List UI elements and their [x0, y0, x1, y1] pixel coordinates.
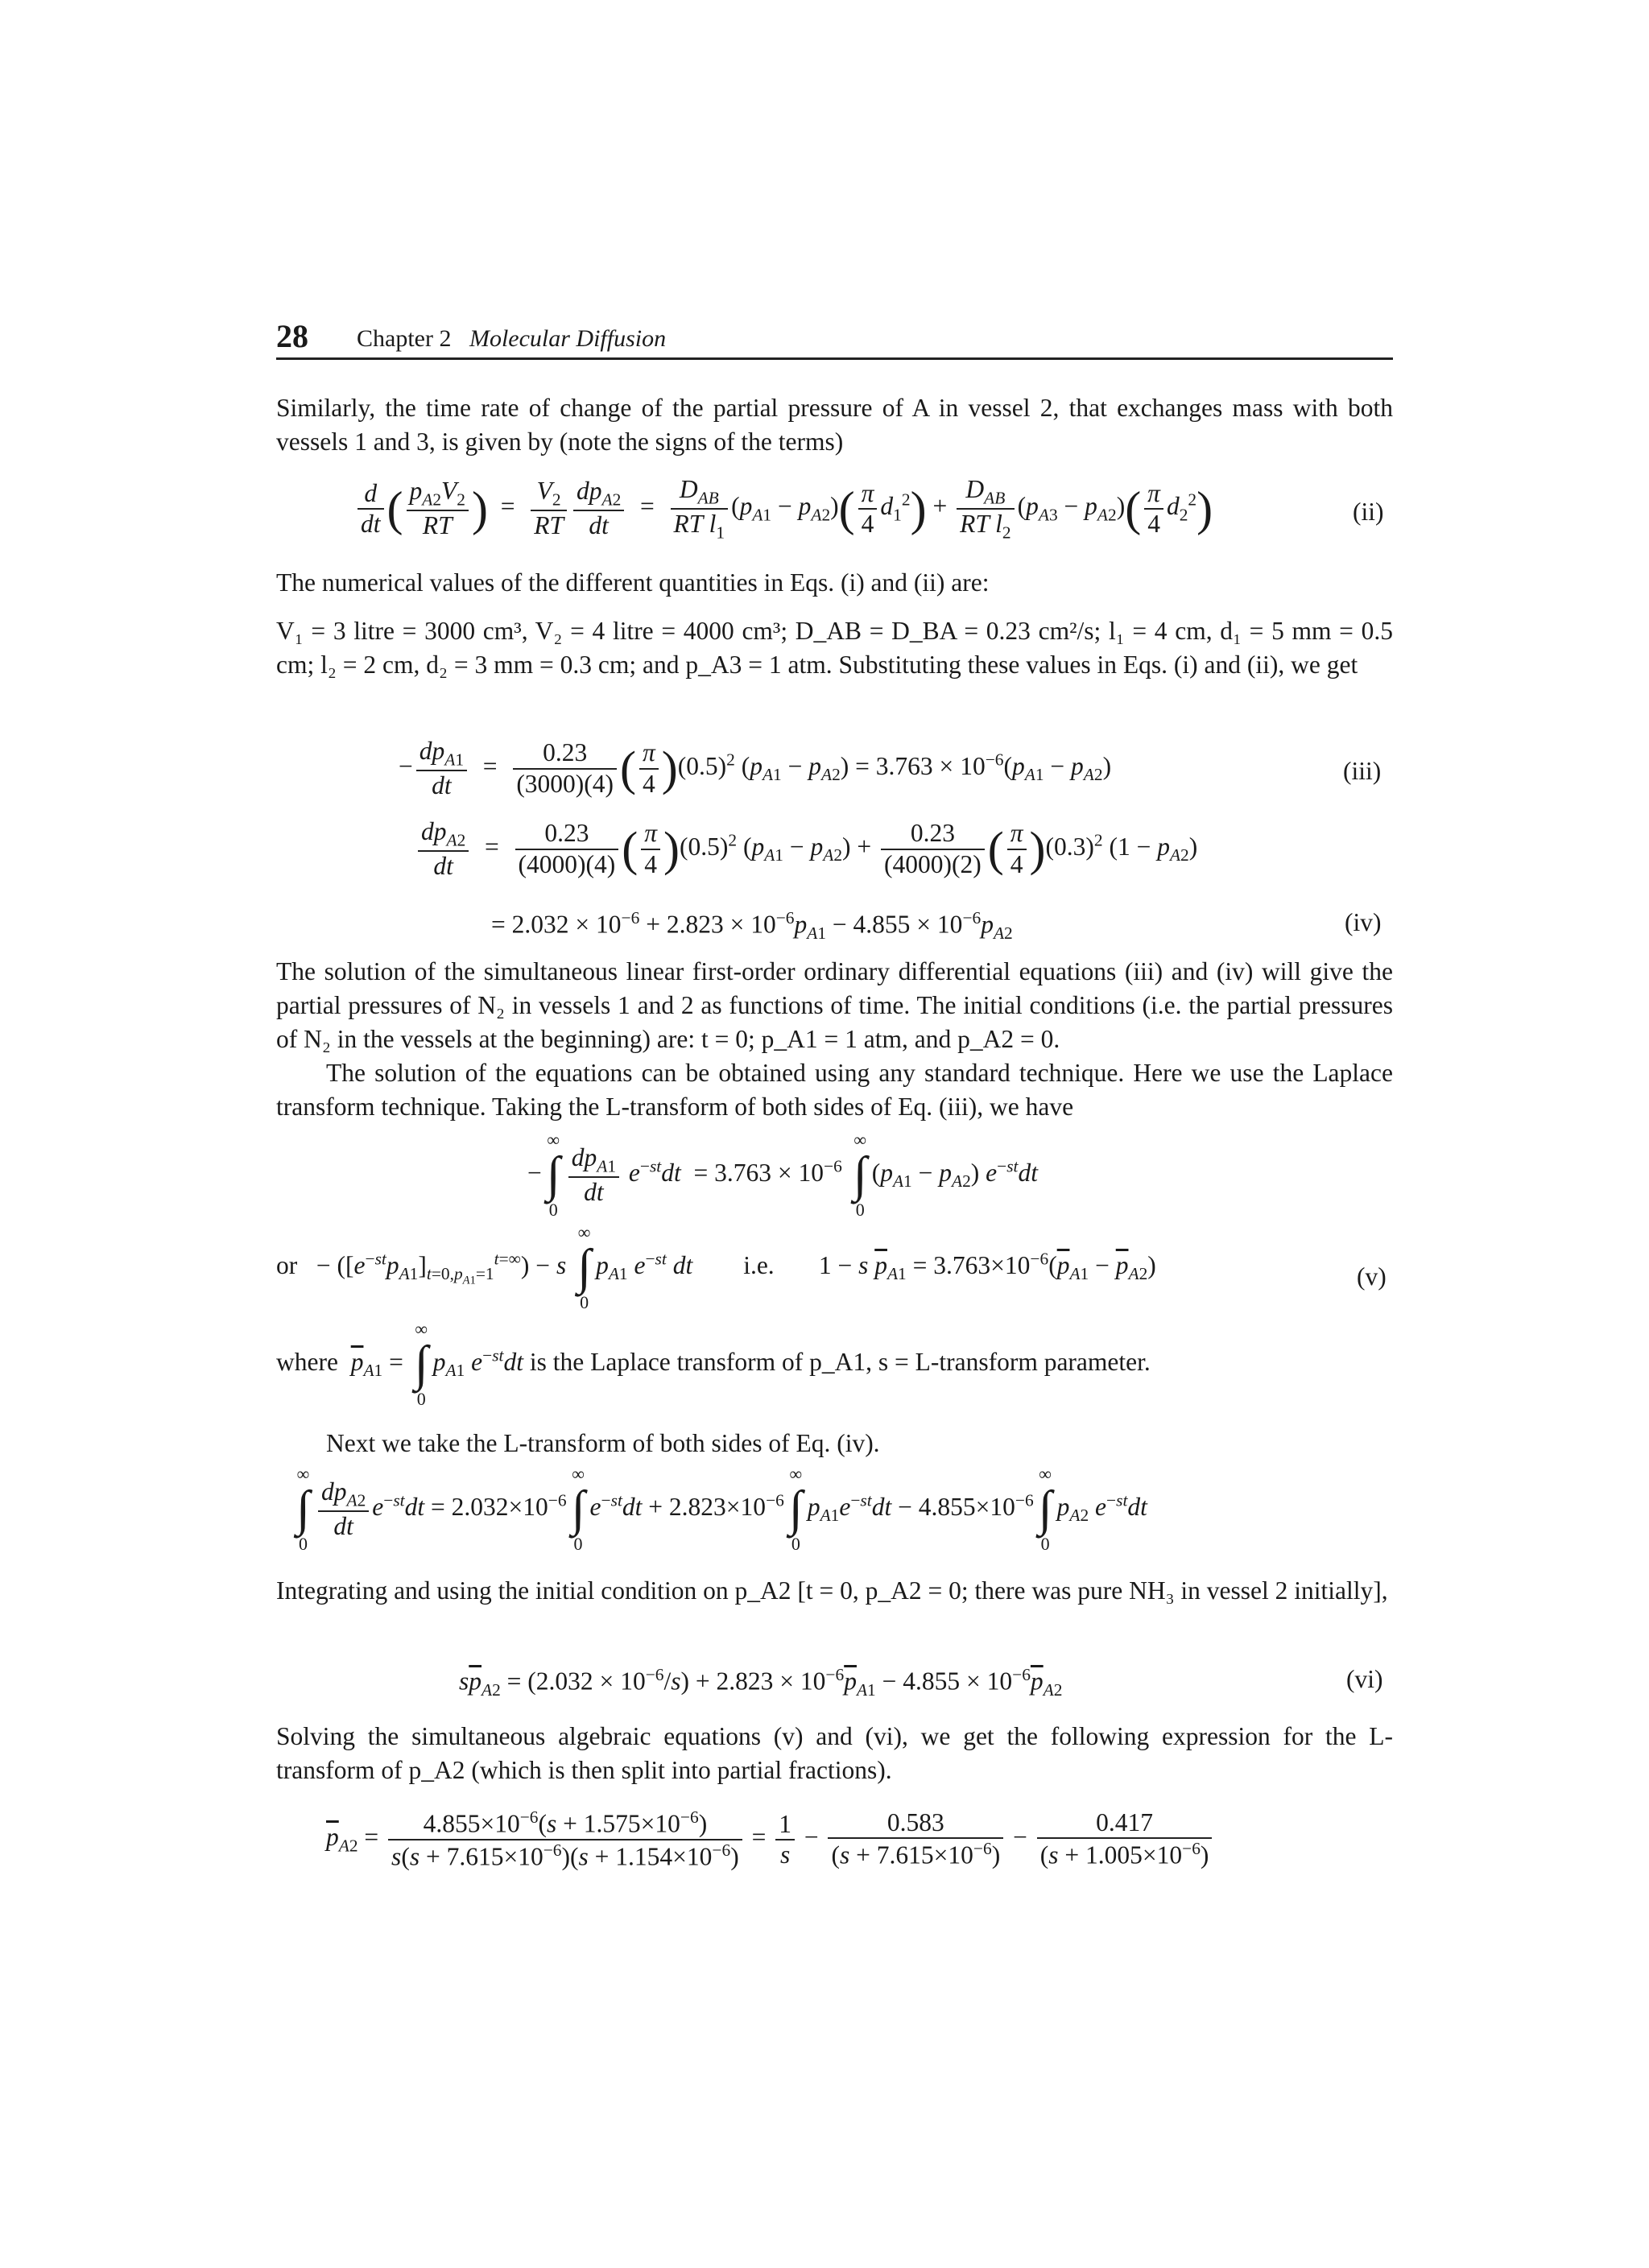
equation-laplace-iii: − ∞ ∫ 0 $dp_{A1}$ dt $e^{-st}dt = 3.763 \times 10^{-6}$ ∞ ∫ 0 $(p_{A1} - p_{A2})$ $e^{-st}dt$: [527, 1130, 1038, 1221]
chapter-label: Chapter 2: [357, 325, 452, 352]
paragraph-5: The solution of the equations can be obtained using any standard technique. Here we use the Laplace transform technique. Taking the L-transform of both sides of Eq. (iii), we have: [276, 1059, 1393, 1121]
word-where: where: [276, 1347, 338, 1376]
paragraph-9: Solving the simultaneous algebraic equations (v) and (vi), we get the following expression for the L-transform of p_A2 (which is then split into partial fractions).: [276, 1722, 1393, 1784]
equation-label-ii: (ii): [1353, 498, 1384, 526]
paragraph-7: Next we take the L-transform of both sides of Eq. (iv).: [326, 1429, 880, 1457]
equation-ii: $\frac{d}{dt}$ ( $\frac{p_{A2}V_2}{RT}$ ) = $\frac{V_2}{RT}$ $dp_{A2}$ dt = $D_{AB}$ RT $l_1$ $(p_{A1} - p_{A2})$( $\frac{\pi}{4}$ $d_1^2$) + $D_{AB}$ RT $l_2$ $(p_{A3} - p_{A2})$( $\frac{\pi}{4}$ $d_2^2$): [354, 475, 1213, 543]
laplace-definition-text: is the Laplace transform of p_A1, s = L-transform parameter.: [529, 1347, 1151, 1376]
chapter-title: Molecular Diffusion: [469, 325, 667, 352]
paragraph-4: The solution of the simultaneous linear first-order ordinary differential equations (iii) and (iv) will give the partial pressures of N₂ in vessels 1 and 2 as functions of time. The initial conditions (i.e. the partial pressures of N₂ in the vessels at the beginning) are: t = 0; p_A1 = 1 atm, and p_A2 = 0.: [276, 957, 1393, 1053]
equation-label-iii: (iii): [1343, 757, 1382, 785]
chapter-heading: [357, 325, 666, 353]
paragraph-2: The numerical values of the different quantities in Eqs. (i) and (ii) are:: [276, 568, 990, 597]
word-or: or: [276, 1250, 298, 1279]
paragraph-3: V₁ = 3 litre = 3000 cm³, V₂ = 4 litre = 4000 cm³; D_AB = D_BA = 0.23 cm²/s; l₁ = 4 cm, d₁ = 5 mm = 0.5 cm; l₂ = 2 cm, d₂ = 3 mm = 0.3 cm; and p_A3 = 1 atm. Substituting these values in Eqs. (i) and (ii), we get: [276, 617, 1393, 679]
equation-iv-result: = $2.032 \times 10^{-6} + 2.823 \times 10^{-6}p_{A1} - 4.855 \times 10^{-6}p_{A2}$: [491, 908, 1013, 943]
equation-iii: − $dp_{A1}$ dt = $\frac{0.23}{(3000)(4)}$ ( $\frac{\pi}{4}$ )$(0.5)^2$ $(p_{A1} - p_{A2}) = 3.763 \times 10^{-6}(p_{A1} - p_{A2})$: [399, 737, 1112, 799]
equation-label-v: (v): [1357, 1262, 1387, 1291]
equation-label-vi: (vi): [1346, 1665, 1383, 1693]
word-ie: i.e.: [743, 1250, 775, 1279]
paragraph-8: Integrating and using the initial condition on p_A2 [t = 0, p_A2 = 0; there was pure NH₃ in vessel 2 initially],: [276, 1576, 1388, 1605]
equation-v: or − $([e^{-st}p_{A1}]_{t=0,p_{A1}=1}^{t=\infty}) - s$ ∞ ∫ 0 $p_{A1}$ $e^{-st}$ dt i.e. 1 − s $\overline{p}_{A1} = 3.763\times 10^{-6}(\overline{p}_{A1} - \overline{p}_{A2})$: [276, 1222, 1156, 1313]
laplace-definition: where $\overline{p}_{A1}$ = ∞ ∫ 0 $p_{A1}$ $e^{-st}dt$ is the Laplace transform of p_A1, s = L-transform parameter.: [276, 1319, 1151, 1410]
equation-label-iv: (iv): [1345, 908, 1382, 936]
paragraph-1: Similarly, the time rate of change of the partial pressure of A in vessel 2, that exchanges mass with both vessels 1 and 3, is given by (note the signs of the terms): [276, 394, 1393, 456]
page-number: 28: [276, 318, 308, 354]
equation-vi: $s\overline{p}_{A2} = (2.032 \times 10^{-6}/s) + 2.823 \times 10^{-6}\overline{p}_{A1} - 4.855 \times 10^{-6}\overline{p}_{A2}$: [459, 1665, 1063, 1700]
equation-laplace-iv: ∞ ∫ 0 $dp_{A2}$ dt $e^{-st}dt = 2.032\times 10^{-6}$ ∞ ∫ 0 $e^{-st}dt + 2.823\times 10^{-6}$ ∞ ∫ 0 $p_{A1}e^{-st}dt - 4.855\times 10^{-6}$ ∞ ∫ 0 $p_{A2}$ $e^{-st}dt$: [296, 1464, 1147, 1555]
page-header: [276, 317, 1393, 360]
equation-partial-fractions: $\overline{p}_{A2}$ = $\frac{4.855\times 10^{-6}(s + 1.575\times 10^{-6})}{s(s + 7.615\times 10^{-6})(s + 1.154\times 10^{-6})}$ = $\frac{1}{s}$ − $\frac{0.583}{(s + 7.615\times 10^{-6})}$ − $\frac{0.417}{(s + 1.005\times 10^{-6})}$: [326, 1807, 1215, 1871]
equation-iv: $dp_{A2}$ dt = $\frac{0.23}{(4000)(4)}$ ( $\frac{\pi}{4}$ )$(0.5)^2$ $(p_{A1} - p_{A2})$ + $\frac{0.23}{(4000)(2)}$ ( $\frac{\pi}{4}$ )$(0.3)^2$ $(1 - p_{A2})$: [415, 817, 1197, 881]
